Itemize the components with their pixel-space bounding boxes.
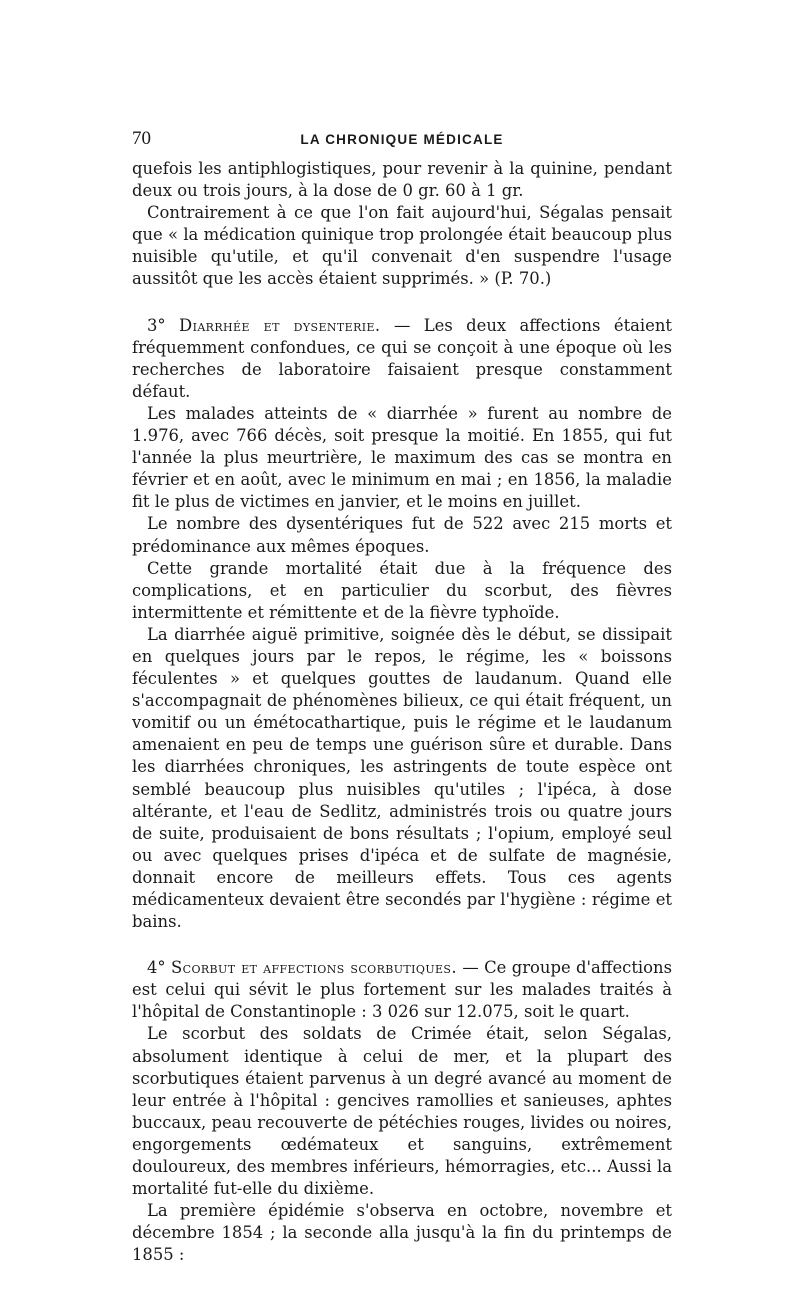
document-page	[132, 128, 672, 1267]
section-heading: Diarrhée et dysenterie.	[179, 315, 381, 335]
paragraph: Contrairement à ce que l'on fait aujourd'hui, Ségalas pensait que « la médication quinique trop prolongée était beaucoup plus nuisible qu'utile, et qu'il convenait d'en suspendre l'usage aussitôt que les accès étaient supprimés. » (P. 70.)	[132, 203, 672, 289]
body-text	[132, 158, 672, 1267]
section-text: — Ce groupe d'affections est celui qui sévit le plus fortement sur les malades traités à l'hôpital de Constantinople : 3 026 sur 12.075, soit le quart.	[132, 958, 672, 1022]
section-diarrhee	[132, 315, 672, 403]
paragraph: Les malades atteints de « diarrhée » furent au nombre de 1.976, avec 766 décès, soit presque la moitié. En 1855, qui fut l'année la plus meurtrière, le maximum des cas se montra en février et en août, avec le minimum en mai ; en 1856, la maladie fit le plus de victimes en janvier, et le moins en juillet.	[132, 403, 672, 512]
paragraph: La première épidémie s'observa en octobre, novembre et décembre 1854 ; la seconde alla jusqu'à la fin du printemps de 1855 :	[132, 1201, 672, 1265]
page-number: 70	[132, 128, 151, 149]
paragraph: La diarrhée aiguë primitive, soignée dès le début, se dissipait en quelques jours par le repos, le régime, les « boissons féculentes » et quelques gouttes de laudanum. Quand elle s'accompagnait de phénomènes bilieux, ce qui était fréquent, un vomitif ou un émétocathartique, puis le régime et le laudanum amenaient en peu de temps une guérison sûre et durable. Dans les diarrhées chroniques, les astringents de toute espèce ont semblé beaucoup plus nuisibles qu'utiles ; l'ipéca, à dose altérante, et l'eau de Sedlitz, administrés trois ou quatre jours de suite, produisaient de bons résultats ; l'opium, employé seul ou avec quelques prises d'ipéca et de sulfate de magnésie, donnait encore de meilleurs effets. Tous ces agents médicamenteux devaient être secondés par l'hygiène : régime et bains.	[132, 624, 672, 932]
section-number: 3°	[147, 315, 166, 335]
section-text: — Les deux affections étaient fréquemment confondues, ce qui se conçoit à une époque où les recherches de laboratoire faisaient presque constamment défaut.	[132, 315, 673, 401]
paragraph: quefois les antiphlogistiques, pour revenir à la quinine, pendant deux ou trois jours, à la dose de 0 gr. 60 à 1 gr.	[132, 159, 672, 201]
running-header	[132, 128, 672, 152]
paragraph: Cette grande mortalité était due à la fréquence des complications, et en particulier du scorbut, des fièvres intermittente et rémittente et de la fièvre typhoïde.	[132, 558, 672, 622]
section-heading: Scorbut et affections scorbutiques.	[171, 958, 457, 978]
paragraph: Le scorbut des soldats de Crimée était, selon Ségalas, absolument identique à celui de mer, et la plupart des scorbutiques étaient parvenus à un degré avancé au moment de leur entrée à l'hôpital : gencives ramollies et sanieuses, aphtes buccaux, peau recouverte de pétéchies rouges, livides ou noires, engorgements œdémateux et sanguins, extrêmement douloureux, des membres inférieurs, hémorragies, etc... Aussi la mortalité fut-elle du dixième.	[132, 1024, 672, 1199]
journal-title: LA CHRONIQUE MÉDICALE	[300, 132, 504, 147]
section-number: 4°	[147, 958, 166, 978]
section-scorbut	[132, 957, 672, 1023]
paragraph: Le nombre des dysentériques fut de 522 avec 215 morts et prédominance aux mêmes époques.	[132, 514, 672, 556]
